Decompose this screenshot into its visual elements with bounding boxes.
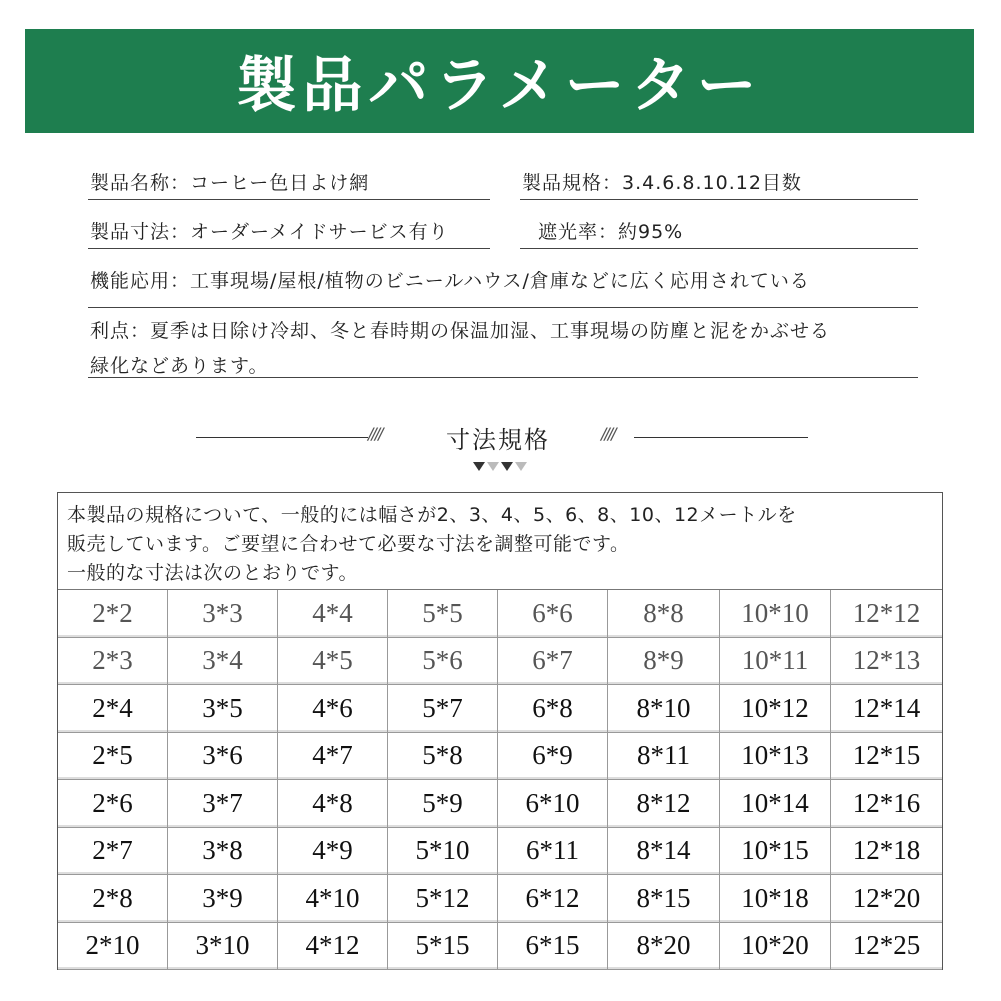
size-cell: 8*14	[608, 828, 720, 876]
size-cell: 2*10	[58, 923, 168, 971]
size-cell: 5*6	[388, 638, 498, 686]
page-title: 製品パラメーター	[236, 51, 763, 121]
triangle-icon	[515, 462, 527, 471]
divider	[88, 199, 490, 200]
size-cell: 12*14	[831, 685, 942, 733]
size-cell: 4*7	[278, 733, 388, 781]
spec-merit-line-1: 利点：夏季は日除け冷却、冬と春時期の保温加湿、工事現場の防塵と泥をかぶせる	[90, 320, 831, 342]
size-cell: 6*12	[498, 875, 608, 923]
size-cell: 8*8	[608, 590, 720, 638]
size-cell: 10*18	[720, 875, 831, 923]
size-cell: 3*3	[168, 590, 278, 638]
size-cell: 12*18	[831, 828, 942, 876]
size-cell: 4*10	[278, 875, 388, 923]
size-cell: 4*8	[278, 780, 388, 828]
size-cell: 5*9	[388, 780, 498, 828]
size-cell: 5*12	[388, 875, 498, 923]
size-cell: 2*6	[58, 780, 168, 828]
size-cell: 5*8	[388, 733, 498, 781]
size-cell: 6*11	[498, 828, 608, 876]
size-cell: 2*8	[58, 875, 168, 923]
size-cell: 5*10	[388, 828, 498, 876]
size-cell: 2*7	[58, 828, 168, 876]
divider	[88, 377, 918, 378]
spec-function: 機能応用：工事現場/屋根/植物のビニールハウス/倉庫などに広く応用されている	[90, 270, 810, 292]
size-cell: 8*12	[608, 780, 720, 828]
triangle-icon	[473, 462, 485, 471]
size-cell: 6*7	[498, 638, 608, 686]
size-intro	[67, 501, 939, 588]
size-cell: 6*15	[498, 923, 608, 971]
title-banner	[25, 29, 974, 133]
size-cell: 5*7	[388, 685, 498, 733]
size-cell: 4*4	[278, 590, 388, 638]
size-cell: 10*12	[720, 685, 831, 733]
size-cell: 3*8	[168, 828, 278, 876]
size-cell: 2*2	[58, 590, 168, 638]
size-cell: 10*20	[720, 923, 831, 971]
triangle-icon	[501, 462, 513, 471]
size-cell: 6*10	[498, 780, 608, 828]
triangle-icon	[487, 462, 499, 471]
size-cell: 8*15	[608, 875, 720, 923]
triangle-decoration	[473, 462, 527, 471]
intro-line: 販売しています。ご要望に合わせて必要な寸法を調整可能です。	[67, 533, 630, 555]
size-cell: 12*15	[831, 733, 942, 781]
size-cell: 8*20	[608, 923, 720, 971]
size-cell: 3*10	[168, 923, 278, 971]
size-cell: 2*3	[58, 638, 168, 686]
section-line-right	[634, 437, 808, 438]
size-cell: 5*15	[388, 923, 498, 971]
section-line-left	[196, 437, 368, 438]
spec-product-name: 製品名称：コーヒー色日よけ網	[90, 172, 370, 194]
size-cell: 10*10	[720, 590, 831, 638]
size-cell: 2*4	[58, 685, 168, 733]
spec-product-standard: 製品規格：3.4.6.8.10.12目数	[522, 172, 802, 194]
size-cell: 3*7	[168, 780, 278, 828]
size-cell: 8*11	[608, 733, 720, 781]
size-cell: 3*9	[168, 875, 278, 923]
size-cell: 8*9	[608, 638, 720, 686]
size-cell: 10*15	[720, 828, 831, 876]
size-cell: 2*5	[58, 733, 168, 781]
size-table-box	[57, 492, 943, 970]
size-cell: 10*14	[720, 780, 831, 828]
size-cell: 10*11	[720, 638, 831, 686]
divider	[88, 248, 490, 249]
section-header	[0, 418, 1001, 458]
size-cell: 12*20	[831, 875, 942, 923]
size-cell: 8*10	[608, 685, 720, 733]
size-cell: 12*25	[831, 923, 942, 971]
intro-line: 本製品の規格について、一般的には幅さが2、3、4、5、6、8、10、12メートルを	[67, 504, 797, 526]
size-cell: 6*6	[498, 590, 608, 638]
divider	[520, 248, 918, 249]
size-cell: 12*12	[831, 590, 942, 638]
size-cell: 5*5	[388, 590, 498, 638]
size-cell: 4*5	[278, 638, 388, 686]
intro-line: 一般的な寸法は次のとおりです。	[67, 562, 358, 584]
size-cell: 12*13	[831, 638, 942, 686]
divider	[88, 307, 918, 308]
size-grid	[58, 589, 942, 970]
size-cell: 3*4	[168, 638, 278, 686]
section-title: 寸法規格	[446, 426, 550, 454]
size-cell: 3*5	[168, 685, 278, 733]
size-cell: 4*9	[278, 828, 388, 876]
size-cell: 12*16	[831, 780, 942, 828]
size-cell: 6*9	[498, 733, 608, 781]
spec-shading-rate: 遮光率：約95%	[538, 221, 684, 243]
size-cell: 4*6	[278, 685, 388, 733]
size-cell: 4*12	[278, 923, 388, 971]
divider	[520, 199, 918, 200]
slash-decoration-right: ////	[601, 424, 615, 443]
spec-product-size: 製品寸法：オーダーメイドサービス有り	[90, 221, 449, 243]
size-cell: 10*13	[720, 733, 831, 781]
slash-decoration-left: ////	[368, 424, 382, 443]
size-cell: 3*6	[168, 733, 278, 781]
size-cell: 6*8	[498, 685, 608, 733]
spec-merit-line-2: 緑化などあります。	[90, 355, 269, 377]
